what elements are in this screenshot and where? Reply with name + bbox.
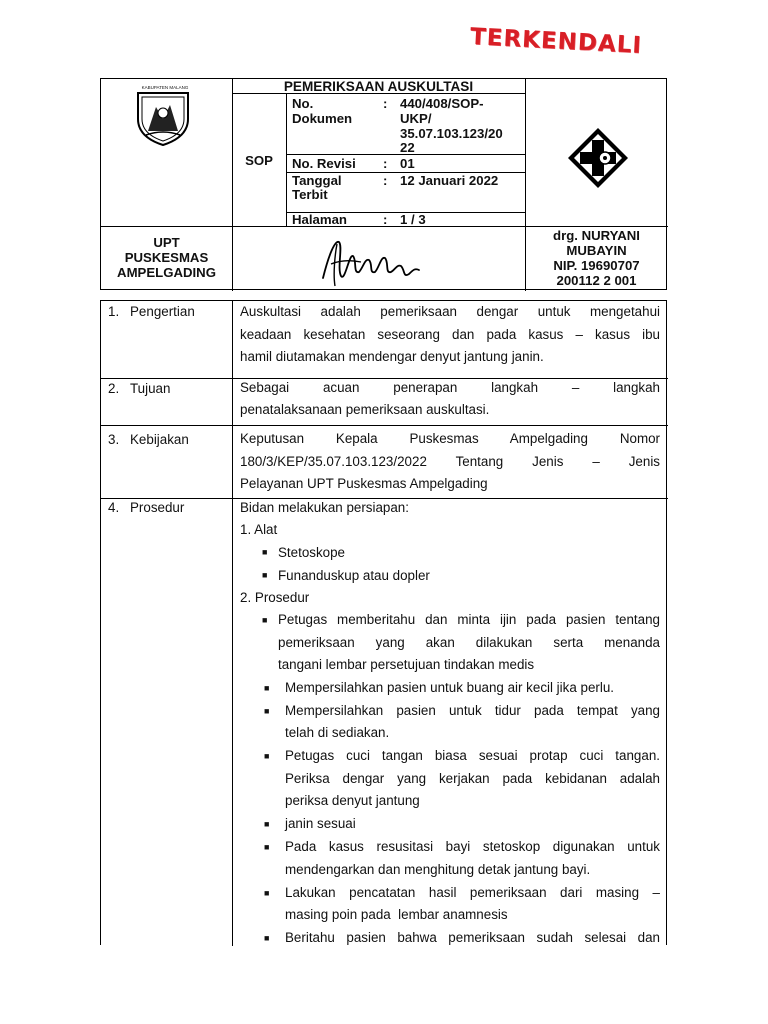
document-title: PEMERIKSAAN AUSKULTASI xyxy=(283,79,474,94)
step-3-line-2: telah di sediakan. xyxy=(285,725,390,740)
signature-icon xyxy=(315,234,425,290)
page-label: Halaman xyxy=(292,212,347,227)
kebijakan-line-3: Pelayanan UPT Puskesmas Ampelgading xyxy=(240,476,488,491)
doc-no-value-2: UKP/ xyxy=(400,111,432,126)
revision-colon: : xyxy=(383,156,388,171)
step-8-line-1: Beritahu pasien bahwa pemeriksaan sudah selesai dan xyxy=(285,930,660,945)
step-7-line-1: Lakukan pencatatan hasil pemeriksaan dari masing – xyxy=(285,885,660,900)
kemenkes-logo-icon xyxy=(566,126,630,190)
page-value: 1 / 3 xyxy=(400,212,426,227)
bullet-icon: ■ xyxy=(264,706,270,716)
bullet-icon: ■ xyxy=(264,842,270,852)
doc-no-value-3: 35.07.103.123/20 xyxy=(400,126,503,141)
sop-body-table xyxy=(100,300,667,945)
step-6-line-2: mendengarkan dan menghitung detak jantung bayi. xyxy=(285,862,591,877)
doc-no-label-2: Dokumen xyxy=(292,111,353,126)
step-1-line-3: tangani lembar persetujuan tindakan medis xyxy=(278,657,535,672)
step-7-line-2: masing poin pada lembar anamnesis xyxy=(285,907,508,922)
doc-no-value-4: 22 xyxy=(400,140,415,155)
section-title: Prosedur xyxy=(130,500,185,515)
section-tujuan-label xyxy=(108,381,170,396)
org-name-line-2: PUSKESMAS xyxy=(124,250,209,265)
bullet-icon: ■ xyxy=(264,888,270,898)
kebijakan-line-2: 180/3/KEP/35.07.103.123/2022 Tentang Jenis – Jenis xyxy=(240,454,660,469)
section-title: Kebijakan xyxy=(130,432,189,447)
section-pengertian-label xyxy=(108,304,195,319)
revision-value: 01 xyxy=(400,156,415,171)
alat-item-2: Funanduskup atau dopler xyxy=(278,568,430,583)
prosedur-intro: Bidan melakukan persiapan: xyxy=(240,500,409,515)
step-4-line-1: Petugas cuci tangan biasa sesuai protap cuci tangan. xyxy=(285,748,660,763)
section-kebijakan-label xyxy=(108,432,189,447)
terkendali-stamp: TERKENDALI xyxy=(469,23,643,59)
bullet-icon: ■ xyxy=(264,933,270,943)
section-title: Tujuan xyxy=(130,381,171,396)
date-label-1: Tanggal xyxy=(292,173,342,188)
page-colon: : xyxy=(383,212,388,227)
step-2-line-1: Mempersilahkan pasien untuk buang air kecil jika perlu. xyxy=(285,680,614,695)
bullet-icon: ■ xyxy=(262,615,268,625)
section-number: 3. xyxy=(108,432,120,447)
pengertian-line-1: Auskultasi adalah pemeriksaan dengar untuk mengetahui xyxy=(240,304,660,319)
tujuan-line-2: penatalaksanaan pemeriksaan auskultasi. xyxy=(240,402,490,417)
step-3-line-1: Mempersilahkan pasien untuk tidur pada tempat yang xyxy=(285,703,660,718)
step-1-line-2: pemeriksaan yang akan dilakukan serta menanda xyxy=(278,635,660,650)
doc-no-value-1: 440/408/SOP- xyxy=(400,96,484,111)
doc-no-colon: : xyxy=(383,96,388,111)
head-nip-line-2: 200112 2 001 xyxy=(556,273,637,288)
head-name-line-1: drg. NURYANI xyxy=(553,228,640,243)
sop-header-table xyxy=(100,78,667,290)
bullet-icon: ■ xyxy=(262,547,268,557)
kebijakan-line-1: Keputusan Kepala Puskesmas Ampelgading Nomor xyxy=(240,431,660,446)
pengertian-line-2: keadaan kesehatan seseorang dan pada kasus – kasus ibu xyxy=(240,327,660,342)
tujuan-line-1: Sebagai acuan penerapan langkah – langkah xyxy=(240,380,660,395)
bullet-icon: ■ xyxy=(262,570,268,580)
alat-heading: 1. Alat xyxy=(240,522,278,537)
org-name-line-1: UPT xyxy=(153,235,180,250)
section-number: 4. xyxy=(108,500,120,515)
section-prosedur-label xyxy=(108,500,184,515)
step-6-line-1: Pada kasus resusitasi bayi stetoskop digunakan untuk xyxy=(285,839,660,854)
prosedur-heading: 2. Prosedur xyxy=(240,590,310,605)
head-name-line-2: MUBAYIN xyxy=(566,243,627,258)
head-nip-line-1: NIP. 19690707 xyxy=(553,258,640,273)
date-value: 12 Januari 2022 xyxy=(400,173,499,188)
bullet-icon: ■ xyxy=(264,751,270,761)
org-name-line-3: AMPELGADING xyxy=(117,265,216,280)
bullet-icon: ■ xyxy=(264,683,270,693)
step-5-line-1: janin sesuai xyxy=(285,816,356,831)
bullet-icon: ■ xyxy=(264,819,270,829)
section-title: Pengertian xyxy=(130,304,195,319)
section-number: 1. xyxy=(108,304,120,319)
section-number: 2. xyxy=(108,381,120,396)
seal-caption: KABUPATEN MALANG xyxy=(141,85,189,90)
alat-item-1: Stetoskope xyxy=(278,545,345,560)
sop-label: SOP xyxy=(245,153,273,168)
doc-no-label-1: No. xyxy=(292,96,314,111)
date-label-2: Terbit xyxy=(292,187,328,202)
revision-label: No. Revisi xyxy=(292,156,356,171)
date-colon: : xyxy=(383,173,388,188)
step-4-line-3: periksa denyut jantung xyxy=(285,793,420,808)
step-1-line-1: Petugas memberitahu dan minta ijin pada pasien tentang xyxy=(278,612,660,627)
pengertian-line-3: hamil diutamakan mendengar denyut jantung janin. xyxy=(240,349,544,364)
step-4-line-2: Periksa dengar yang kerjakan pada kebidanan adalah xyxy=(285,771,660,786)
kabupaten-malang-seal-icon xyxy=(134,85,192,147)
